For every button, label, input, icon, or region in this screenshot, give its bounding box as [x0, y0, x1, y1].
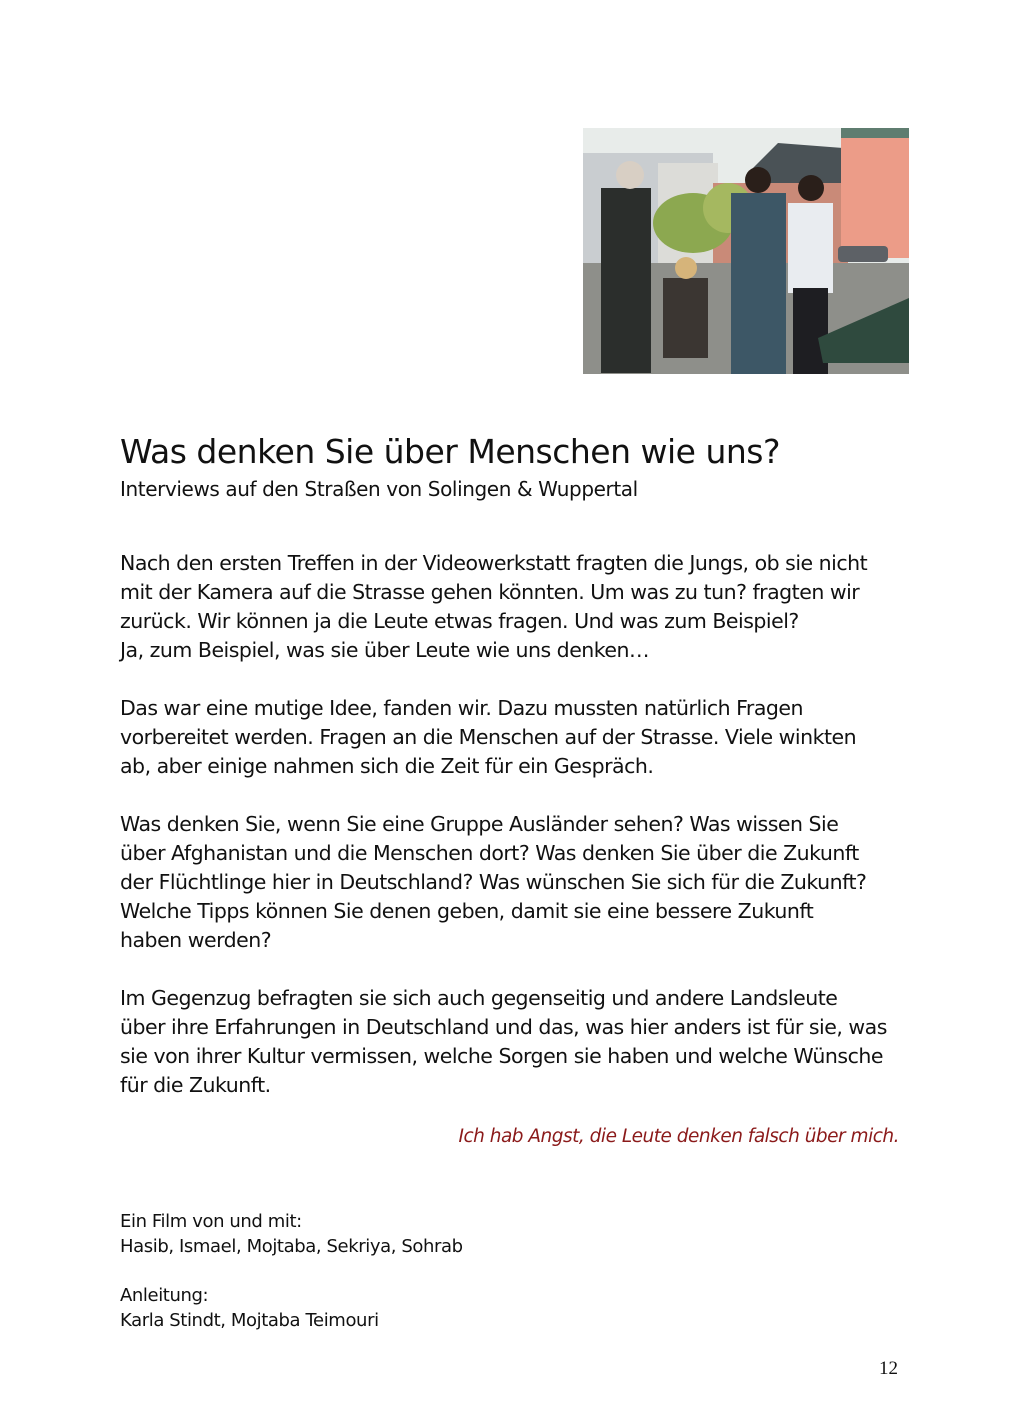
text-line: vorbereitet werden. Fragen an die Menschen auf der Strasse. Viele winkten	[120, 725, 857, 749]
film-credits-label: Ein Film von und mit:	[120, 1211, 302, 1232]
text-line: Im Gegenzug befragten sie sich auch gegenseitig und andere Landsleute	[120, 986, 838, 1010]
page-subtitle: Interviews auf den Straßen von Solingen & Wuppertal	[120, 477, 638, 501]
text-line: für die Zukunft.	[120, 1073, 271, 1097]
text-line: über Afghanistan und die Menschen dort? Was denken Sie über die Zukunft	[120, 841, 859, 865]
text-line: Das war eine mutige Idee, fanden wir. Dazu mussten natürlich Fragen	[120, 696, 804, 720]
text-line: der Flüchtlinge hier in Deutschland? Was wünschen Sie sich für die Zukunft?	[120, 870, 867, 894]
page-number: 12	[879, 1358, 898, 1379]
text-line: über ihre Erfahrungen in Deutschland und das, was hier anders ist für sie, was	[120, 1015, 887, 1039]
text-line: Was denken Sie, wenn Sie eine Gruppe Ausländer sehen? Was wissen Sie	[120, 812, 839, 836]
text-line: haben werden?	[120, 928, 272, 952]
text-line: Ja, zum Beispiel, was sie über Leute wie uns denken…	[120, 638, 650, 662]
guide-credits-names: Karla Stindt, Mojtaba Teimouri	[120, 1310, 379, 1331]
text-line: Welche Tipps können Sie denen geben, damit sie eine bessere Zukunft	[120, 899, 814, 923]
text-line: Nach den ersten Treffen in der Videowerkstatt fragten die Jungs, ob sie nicht	[120, 551, 868, 575]
credits	[120, 1209, 463, 1357]
guide-credits-label: Anleitung:	[120, 1285, 209, 1306]
paragraph	[120, 984, 920, 1100]
text-line: zurück. Wir können ja die Leute etwas fragen. Und was zum Beispiel?	[120, 609, 799, 633]
article-body	[120, 549, 920, 1129]
paragraph	[120, 694, 920, 781]
text-line: mit der Kamera auf die Strasse gehen könnten. Um was zu tun? fragten wir	[120, 580, 860, 604]
text-line: sie von ihrer Kultur vermissen, welche Sorgen sie haben und welche Wünsche	[120, 1044, 883, 1068]
pull-quote: Ich hab Angst, die Leute denken falsch über mich.	[458, 1126, 899, 1147]
interview-photo	[583, 128, 909, 374]
text-line: ab, aber einige nahmen sich die Zeit für ein Gespräch.	[120, 754, 654, 778]
paragraph	[120, 810, 920, 955]
film-credits-names: Hasib, Ismael, Mojtaba, Sekriya, Sohrab	[120, 1236, 463, 1257]
paragraph	[120, 549, 920, 665]
page-title: Was denken Sie über Menschen wie uns?	[120, 432, 780, 471]
